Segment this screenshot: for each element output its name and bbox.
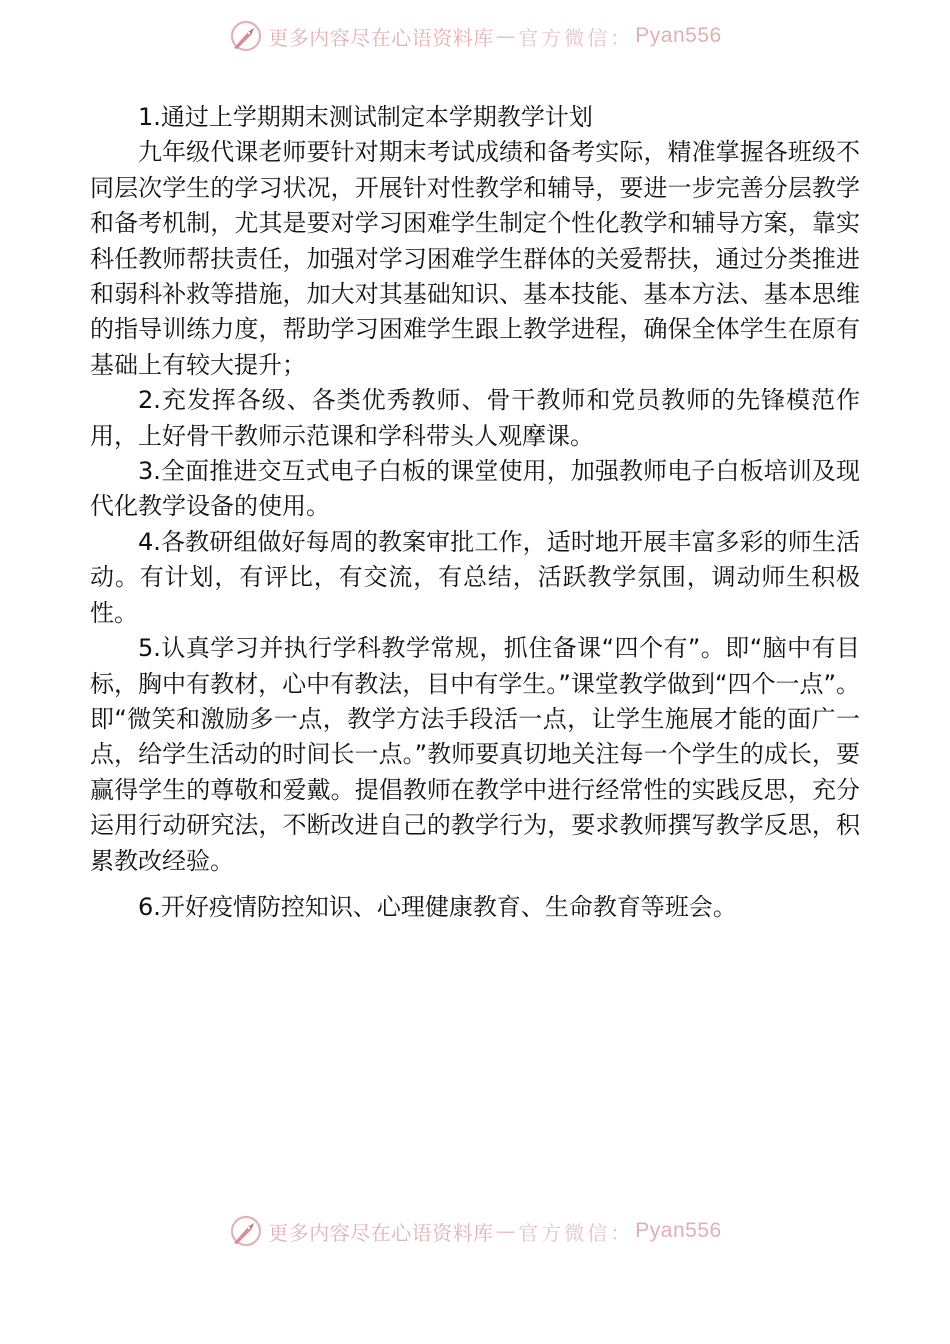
footer-watermark [0,1211,950,1251]
watermark-separator: — [495,24,517,48]
header-watermark [0,16,950,56]
paragraph-item-3: 3.全面推进交互式电子白板的课堂使用，加强教师电子白板培训及现代化教学设备的使用。 [90,457,860,521]
watermark-main-text: 更多内容尽在心语资料库 [268,1220,494,1245]
watermark-wechat-label: 官方微信： [518,1220,634,1245]
pen-nib-logo-icon [228,1213,264,1249]
paragraph-item-5: 5.认真学习并执行学科教学常规，抓住备课“四个有”。即“脑中有目标，胸中有教材，心中有教法，目中有学生。”课堂教学做到“四个一点”。即“微笑和激励多一点，教学方法手段活一点，让学生施展才能的面广一点，给学生活动的时间长一点。”教师要真切地关注每一个学生的成长，要赢得学生的尊敬和爱戴。提倡教师在教学中进行经常性的实践反思，充分运用行动研究法，不断改进自己的教学行为，要求教师撰写教学反思，积累教改经验。 [90,634,860,875]
watermark-main-text: 更多内容尽在心语资料库 [268,25,494,50]
watermark-wechat-label: 官方微信： [518,25,634,50]
watermark-wechat-id: Pyan556 [635,24,722,47]
paragraph-item-1-body: 九年级代课老师要针对期末考试成绩和备考实际，精准掌握各班级不同层次学生的学习状况，开展针对性教学和辅导，要进一步完善分层教学和备考机制，尤其是要对学习困难学生制定个性化教学和辅导方案，靠实科任教师帮扶责任，加强对学习困难学生群体的关爱帮扶，通过分类推进和弱科补救等措施，加大对其基础知识、基本技能、基本方法、基本思维的指导训练力度，帮助学习困难学生跟上教学进程，确保全体学生在原有基础上有较大提升； [90,138,860,379]
watermark-wechat-id: Pyan556 [635,1219,722,1242]
watermark-separator: — [495,1219,517,1243]
pen-nib-logo-icon [228,18,264,54]
paragraph-item-1-heading: 1.通过上学期期末测试制定本学期教学计划 [138,103,593,131]
paragraph-item-6: 6.开好疫情防控知识、心理健康教育、生命教育等班会。 [138,892,737,921]
paragraph-item-4: 4.各教研组做好每周的教案审批工作，适时地开展丰富多彩的师生活动。有计划，有评比，有交流，有总结，活跃教学氛围，调动师生积极性。 [90,527,860,627]
document-body [90,100,860,925]
paragraph-item-2: 2.充发挥各级、各类优秀教师、骨干教师和党员教师的先锋模范作用，上好骨干教师示范课和学科带头人观摩课。 [90,386,860,450]
